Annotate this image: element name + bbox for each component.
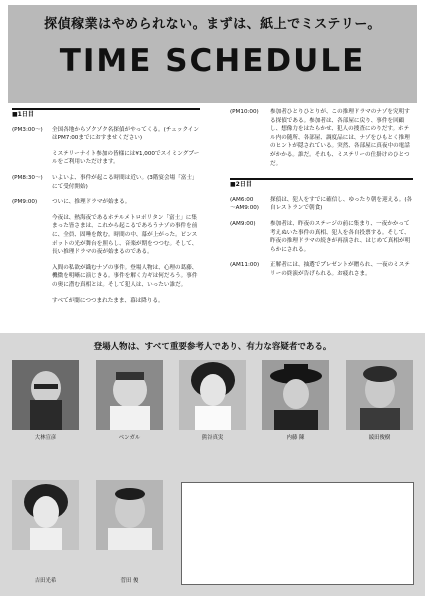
schedule-text: 探偵は、犯人をすでに確信し、ゆったり朝を迎える。(各自レストランで朝食) (270, 196, 413, 212)
schedule-time: (AM9:00) (230, 220, 256, 227)
schedule-text: 参加者は、昨夜のステージの前に集まり、一夜かかって考えぬいた事件の真相、犯人を各自投票する。そして、昨夜の推理ドラマの続きが再演され、はじめて真相が明らかにされる。 (270, 220, 411, 253)
schedule-text: 正解者には、抽選でプレゼントが贈られ、一夜のミステリーの終演が告げられる。お疲れさま。 (270, 262, 410, 277)
cast-name: 熊谷真実 (201, 435, 224, 441)
page-title: TIME SCHEDULE (59, 43, 366, 79)
cast-photo (96, 360, 163, 430)
schedule-item (230, 220, 413, 254)
cast-name: 内藤 陳 (286, 435, 305, 441)
cast-heading: 登場人物は、すべて重要参考人であり、有力な容疑者である。 (93, 342, 332, 352)
story-paragraph: すべてが闇につつまれたまま、幕は降りる。 (52, 297, 164, 304)
schedule-time (12, 150, 52, 167)
schedule-time: (PM3:00〜) (12, 126, 43, 133)
schedule-text: 全国各地からゾクゾク名探偵がやってくる。(チェックインはPM7:00までにおすませください) (52, 126, 199, 142)
cast-name: 菅田 俊 (120, 578, 139, 584)
schedule-text: ついに、推理ドラマが始まる。 (52, 199, 131, 206)
cast-photo (346, 360, 413, 430)
schedule-time: (PM10:00) (230, 109, 259, 115)
day1-column (12, 108, 200, 312)
cast-photo (179, 360, 246, 430)
day2-heading: ■2日目 (230, 178, 413, 190)
schedule-item (12, 126, 200, 143)
schedule-item (12, 150, 200, 167)
schedule-time: (PM9:00) (12, 199, 38, 206)
empty-frame (181, 482, 414, 585)
story-paragraph: 今夜は、熱海夜であるホテルメトロポリタン「富士」に集まった皆さまは、これから起こるであろうナゾの事件を前に、全員、固唾を飲む。時間の中、幕が上がった。ピンスポットの光が舞台を照らし、音楽が期をつつむ。そして、長い推理ドラマの夜が始まるのである。 (52, 214, 198, 256)
tagline: 探偵稼業はやめられない。まずは、紙上でミステリー。 (44, 17, 381, 32)
schedule-text: ミステリーナイト参加の皆様には¥1,000でスイミングプールをご利用いただけます。 (52, 150, 200, 166)
schedule-item (230, 196, 413, 213)
cast-photo (262, 360, 329, 430)
schedule-item (12, 198, 200, 207)
cast-name: 綾田俊樹 (368, 435, 391, 441)
schedule-item (230, 108, 413, 168)
schedule-text: いよいよ、事件が起こる時間は近い。(3階宴会場「富士」にて受付開始) (52, 174, 198, 190)
cast-name: 大林宣彦 (34, 435, 57, 441)
story-paragraphs (52, 214, 200, 305)
schedule-text: 参加者ひとりひとりが、この推理ドラマのナゾを究明する探偵である。参加者は、各部屋に戻り、事件を回顧し、想像力をはたらかせ、犯人の捜査にのりだす。ホテル内の随所、各部屋、調度品には、ナゾをひもとく推理のヒントが隠されている。突然、各部屋に真夜中の電話がかかる。誰だ。それも、ミステリーの仕掛けのひとつだ。 (270, 109, 410, 167)
header-banner (8, 5, 417, 103)
cast-photo (96, 480, 163, 550)
schedule-time: (PM8:30〜) (12, 174, 43, 181)
right-column (230, 108, 413, 286)
schedule-time: (AM11:00) (230, 262, 260, 269)
schedule-time: (AM6:00 〜AM9:00) (230, 196, 259, 212)
schedule-item (12, 174, 200, 191)
day1-heading: ■1日目 (12, 108, 200, 120)
cast-name: ベンガル (118, 435, 141, 441)
cast-photo (12, 360, 79, 430)
schedule-item (230, 261, 413, 278)
cast-photo (12, 480, 79, 550)
cast-name: 吉田光希 (34, 578, 57, 584)
story-paragraph: 入間の私欲が織むナゾの事件。登場人物は、心理の葛藤、機微を明晰に演じきる。事件を解く力ギは何だろう。事件の奥に潜む真相とは。そして犯人は、いったい誰だ。 (52, 264, 198, 288)
